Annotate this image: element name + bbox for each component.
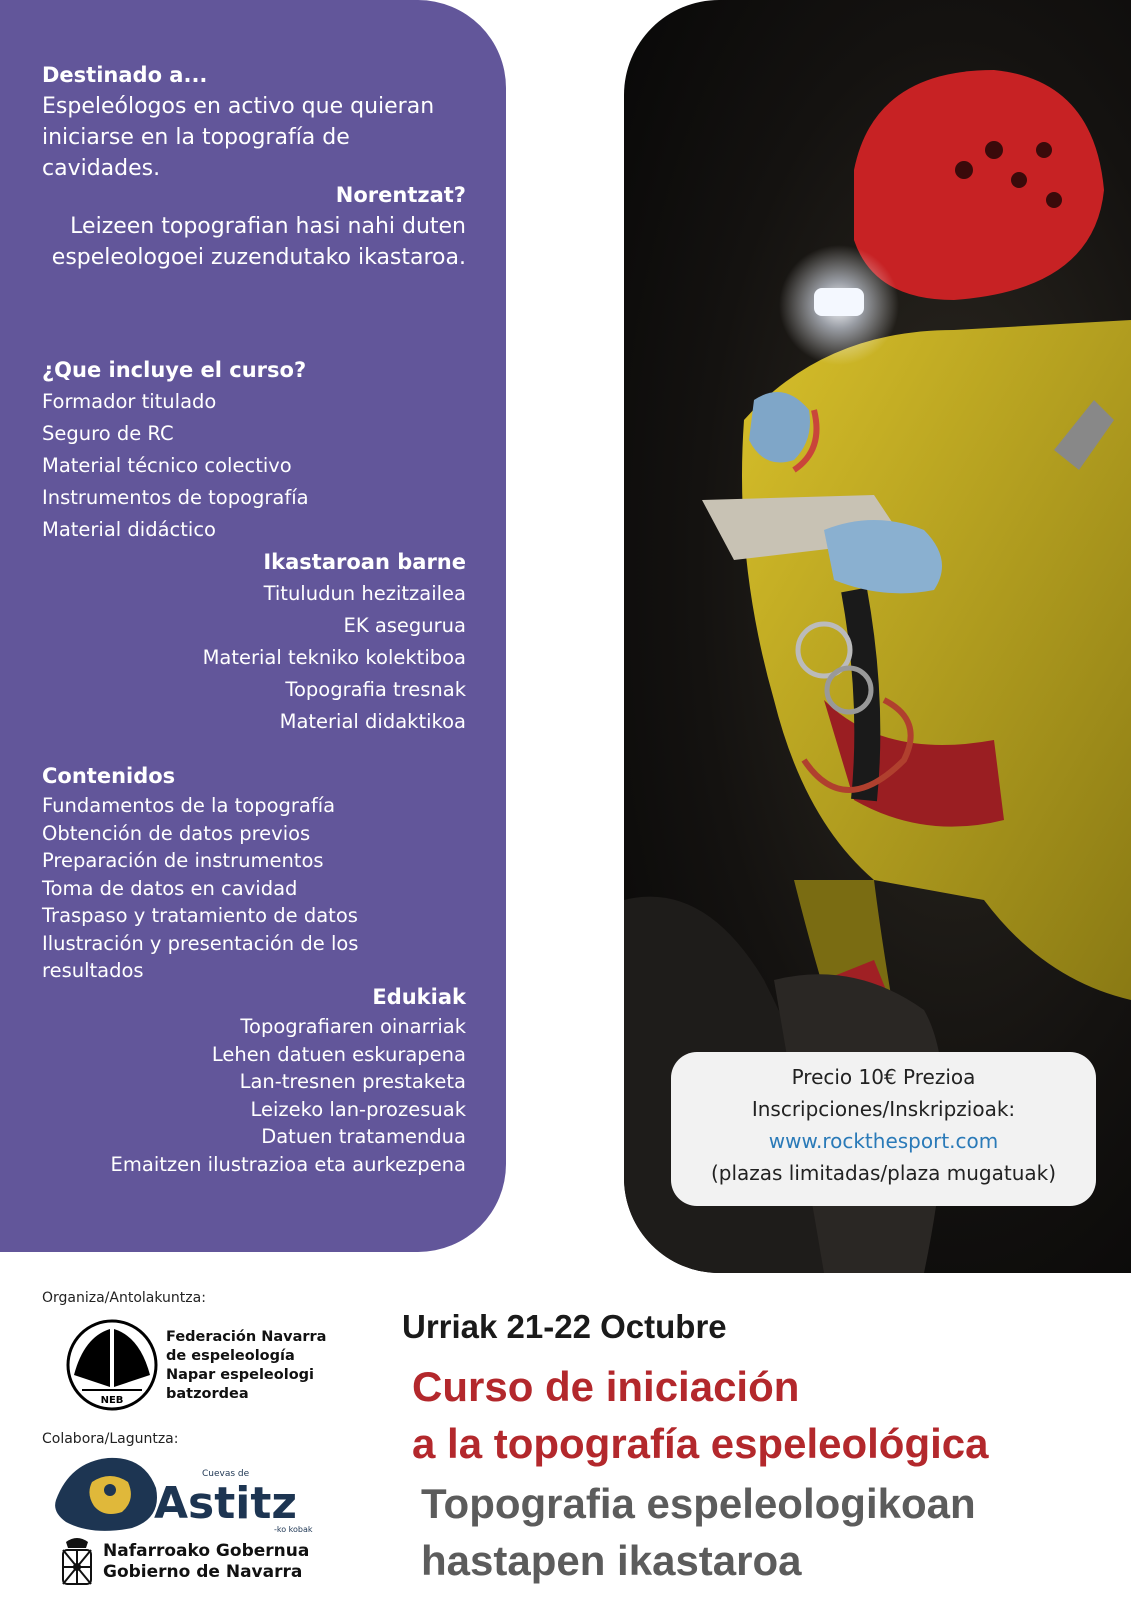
edukiak-section: [42, 982, 466, 1178]
astitz-sub-text: -ko kobak: [274, 1525, 313, 1534]
federation-line: de espeleología: [166, 1348, 295, 1364]
federation-name: [166, 1328, 326, 1404]
list-item: Material didáctico: [42, 518, 216, 541]
organiza-label: Organiza/Antolakuntza:: [42, 1290, 206, 1306]
barne-section: [42, 547, 466, 738]
price-text: Precio 10€ Prezioa: [791, 1065, 976, 1089]
government-name: [103, 1541, 309, 1583]
course-title-eu-line: Topografia espeleologikoan: [421, 1480, 976, 1527]
list-item: Seguro de RC: [42, 422, 174, 445]
list-item: Lan-tresnen prestaketa: [239, 1070, 466, 1093]
price-info-box: [671, 1052, 1096, 1206]
list-item: Traspaso y tratamiento de datos: [42, 904, 358, 927]
course-title-eu-line: hastapen ikastaroa: [421, 1537, 802, 1584]
list-item: Leizeko lan-prozesuak: [250, 1097, 466, 1121]
federation-line: batzordea: [166, 1386, 249, 1402]
astitz-logo: [52, 1452, 322, 1538]
list-item: Topografia tresnak: [285, 678, 466, 701]
incluye-section: [42, 355, 466, 546]
astitz-small-text: Cuevas de: [202, 1469, 250, 1479]
federation-emblem-icon: [64, 1317, 160, 1413]
list-item: Preparación de instrumentos: [42, 849, 324, 872]
navarra-crest-icon: [60, 1534, 94, 1588]
colabora-label: Colabora/Laguntza:: [42, 1431, 179, 1447]
federation-logo: [64, 1317, 160, 1417]
government-line: Gobierno de Navarra: [103, 1562, 303, 1582]
list-item: Material tekniko kolektiboa: [202, 646, 466, 669]
navarra-crest: [60, 1534, 94, 1592]
destinado-section: [42, 60, 466, 184]
norentzat-section: [42, 180, 466, 273]
course-title-eu: [421, 1475, 976, 1589]
places-note: (plazas limitadas/plaza mugatuak): [710, 1161, 1057, 1185]
list-item: Tituludun hezitzailea: [263, 582, 466, 605]
list-item: EK asegurua: [343, 614, 466, 637]
list-item: Material técnico colectivo: [42, 454, 292, 477]
list-item: Datuen tratamendua: [261, 1125, 466, 1148]
list-item: Emaitzen ilustrazioa eta aurkezpena: [110, 1152, 466, 1176]
destinado-heading: Destinado a...: [42, 63, 208, 87]
list-item: Topografiaren oinarriak: [240, 1015, 466, 1038]
astitz-name: Astitz: [154, 1478, 297, 1529]
contenidos-section: [42, 761, 466, 985]
edukiak-heading: Edukiak: [372, 985, 466, 1009]
destinado-line: iniciarse en la topografía de cavidades.: [42, 125, 350, 181]
norentzat-line: espeleologoei zuzendutako ikastaroa.: [51, 245, 466, 270]
federation-line: Napar espeleologi: [166, 1367, 315, 1383]
list-item: Toma de datos en cavidad: [42, 876, 298, 900]
barne-heading: Ikastaroan barne: [263, 550, 466, 574]
government-line: Nafarroako Gobernua: [103, 1541, 310, 1561]
list-item: Fundamentos de la topografía: [42, 794, 336, 817]
course-title-es-line: a la topografía espeleológica: [412, 1420, 989, 1467]
contenidos-heading: Contenidos: [42, 764, 176, 788]
course-title-es-line: Curso de iniciación: [412, 1363, 800, 1410]
info-panel: [0, 0, 506, 1252]
list-item: Formador titulado: [42, 390, 217, 413]
registration-link[interactable]: www.rockthesport.com: [768, 1129, 999, 1153]
course-title-es: [412, 1358, 989, 1472]
list-item: Ilustración y presentación de los resultados: [42, 931, 359, 982]
incluye-heading: ¿Que incluye el curso?: [42, 358, 307, 382]
norentzat-line: Leizeen topografian hasi nahi duten: [70, 214, 466, 239]
list-item: Obtención de datos previos: [42, 821, 311, 845]
norentzat-heading: Norentzat?: [335, 183, 466, 207]
astitz-logo-icon: [52, 1452, 322, 1534]
destinado-line: Espeleólogos en activo que quieran: [42, 94, 435, 119]
list-item: Instrumentos de topografía: [42, 486, 309, 509]
inscripciones-label: Inscripciones/Inskripzioak:: [751, 1097, 1016, 1121]
federation-line: Federación Navarra: [166, 1329, 327, 1345]
list-item: Material didaktikoa: [279, 710, 466, 733]
event-date: Urriak 21-22 Octubre: [402, 1308, 727, 1345]
federation-logo-text: NEB: [100, 1395, 124, 1406]
list-item: Lehen datuen eskurapena: [211, 1042, 466, 1066]
